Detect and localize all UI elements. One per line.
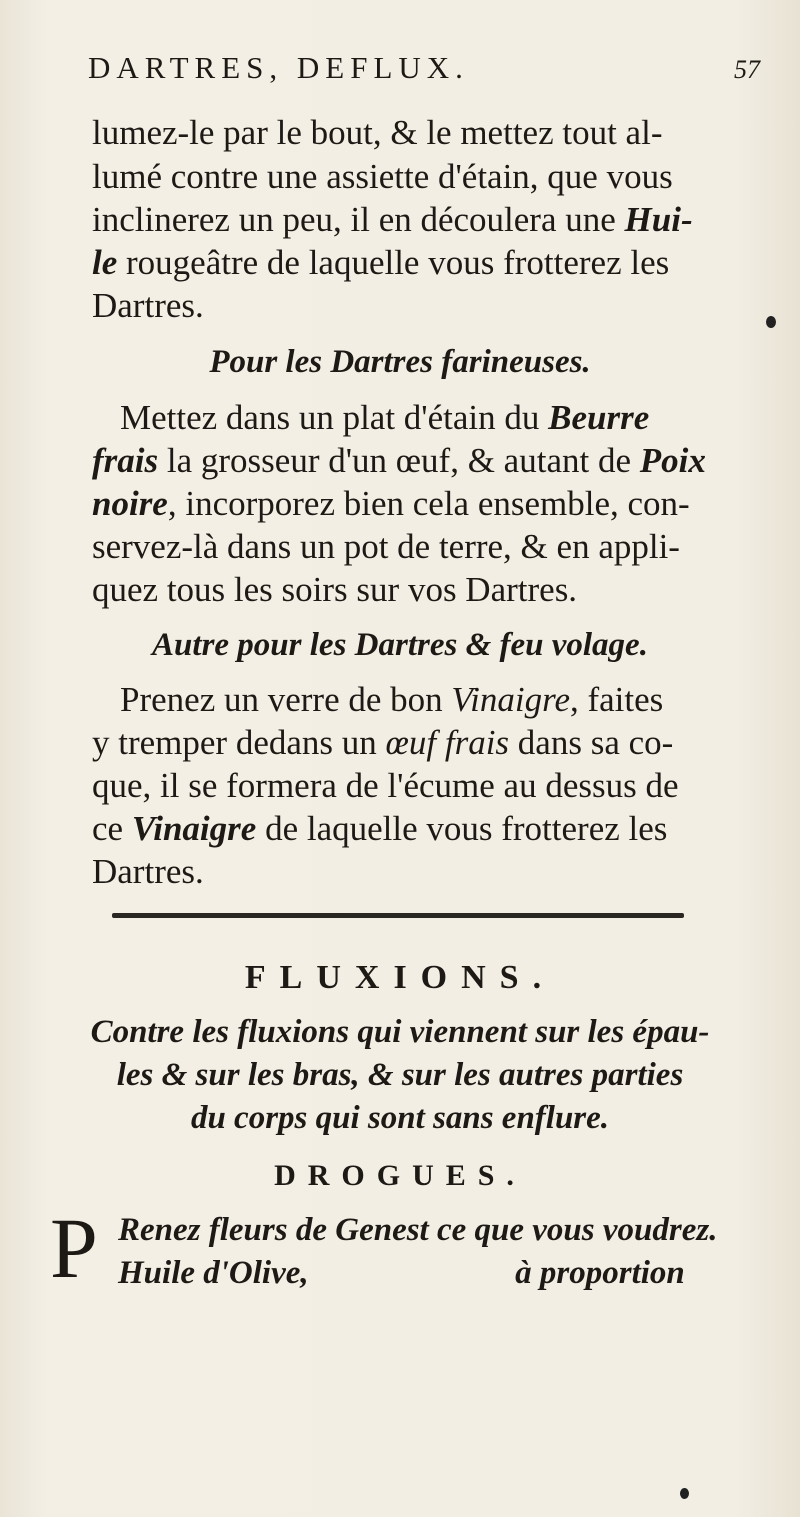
page-number: 57 [734,55,760,84]
text-line: quez tous les soirs sur vos Dartres. [92,570,578,609]
text-span: Prenez un verre de bon [120,680,443,719]
text-span: Mettez dans un plat d'étain du [120,398,540,437]
text-span: , faites [569,680,664,719]
text-span-italic: Hui- [624,200,693,239]
text-span: y tremper dedans un [92,723,377,762]
text-line: servez-là dans un pot de terre, & en appli- [92,527,680,566]
text-line: lumez-le par le bout, & le mettez tout al- [92,113,663,152]
text-line: lumé contre une assiette d'étain, que vous [92,157,673,196]
text-span-italic: Beurre [548,398,650,437]
section-title: FLUXIONS. [244,959,556,996]
text-span-italic: Vinaigre [451,680,570,719]
text-span-italic: frais [92,441,159,480]
text-span: à proportion [515,1255,685,1291]
text-span-italic: Vinaigre [131,809,257,848]
text-line [92,200,800,240]
recipe-line [118,1253,800,1293]
section-intro-line: Contre les fluxions qui viennent sur les épau- [90,1014,710,1050]
text-span: inclinerez un peu, il en découlera une [92,200,616,239]
recipe-heading: Pour les Dartres farineuses. [209,344,591,380]
section-intro-line: du corps qui sont sans enflure. [190,1100,610,1136]
ink-spot [680,1488,689,1499]
text-span: rougeâtre de laquelle vous frotterez les [126,243,670,282]
text-span-italic: œuf frais [385,723,510,762]
text-span: , incorporez bien cela ensemble, con- [167,484,690,523]
ink-spot [766,316,776,328]
text-line [92,723,800,763]
text-line [92,243,800,283]
drop-cap: P [50,1200,98,1296]
recipe-heading: Autre pour les Dartres & feu volage. [152,627,648,663]
text-line: que, il se formera de l'écume au dessus de [92,766,679,805]
text-line [92,441,800,481]
recipe-line: Renez fleurs de Genest ce que vous voudrez. [118,1212,718,1248]
text-line: Dartres. [92,852,204,891]
text-line [92,484,800,524]
text-span-italic: le [92,243,118,282]
drogues-title: DROGUES. [274,1159,526,1192]
text-span: de laquelle vous frotterez les [265,809,668,848]
text-line [120,398,800,438]
text-span: ce [92,809,124,848]
section-intro-line: les & sur les bras, & sur les autres parties [116,1057,684,1093]
text-span: dans sa co- [517,723,674,762]
running-header: DARTRES, DEFLUX. [88,50,469,85]
text-line [92,809,800,849]
section-divider [112,913,684,918]
text-span: la grosseur d'un œuf, & autant de [166,441,631,480]
text-span-italic: noire [92,484,168,523]
text-span-italic: Poix [639,441,706,480]
text-span: Huile d'Olive, [118,1255,309,1291]
text-line: Dartres. [92,286,204,325]
text-line [120,680,800,720]
